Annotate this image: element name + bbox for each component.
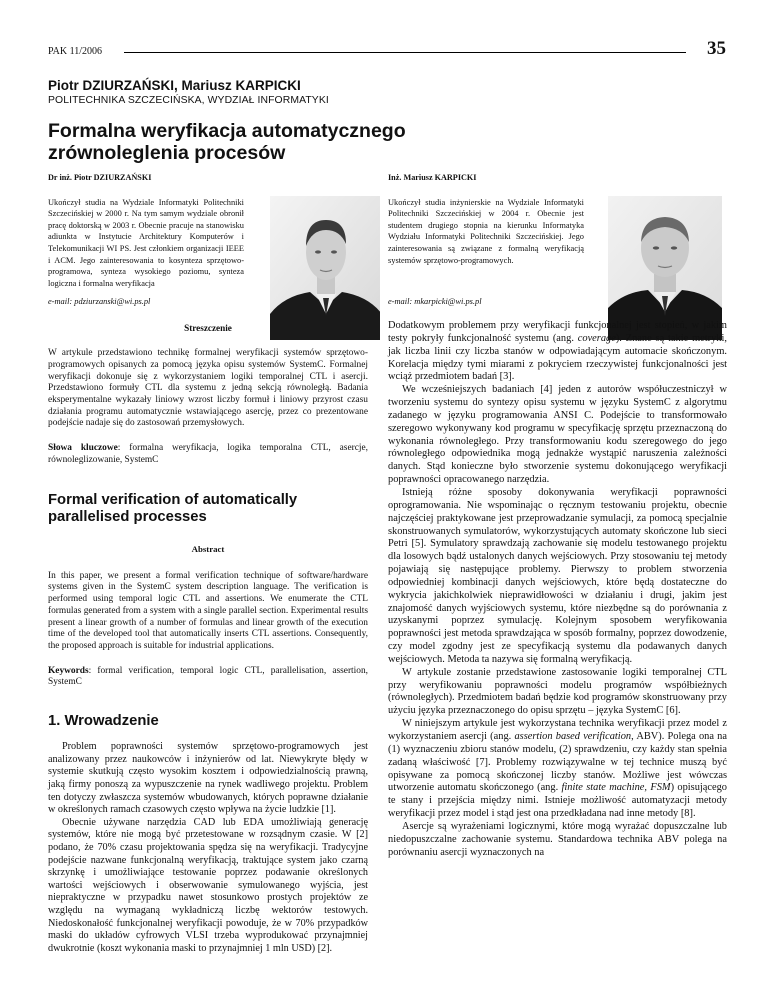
section-heading: 1. Wrowadzenie	[48, 713, 159, 730]
author-bio	[388, 172, 723, 302]
abstract-heading: Abstract	[191, 543, 225, 554]
text-run: , ABV). Polega ona na (1) wyznaczeniu zbioru stanów modelu, (2) sprawdzeniu, czy każdy stan spełnia zadaną właściwość [7]. Problemy rozwiązywalne w tej technice muszą być opisywane za pomocą skończonej liczby stanów. Możliwe jest wówczas utworzenie automatu skończonego (ang.	[388, 731, 727, 794]
author-photo	[608, 196, 722, 340]
emphasis: coverage	[577, 332, 616, 344]
email: e-mail: pdziurzanski@wi.ps.pl	[48, 297, 151, 306]
paragraph: We wcześniejszych badaniach [4] jeden z autorów współuczestniczył w tworzeniu systemu do syntezy opisu systemu w języku SystemC z algorytmu zadanego w języku programowania ANSI C. Podejście to transformowało szeregowo wykonywany kod programu w specyfikację sprzętu przeznaczoną do wykonania równoległego. Przy transformowaniu kodu szeregowego do jego równoległego odpowiednika mogą jednakże wystąpić naruszenia zależności danych. Stąd konieczne było stworzenie systemu dokonującego weryfikacji poprawności opracowanego narzędzia.	[388, 384, 727, 486]
bio-name: Dr inż. Piotr DZIURZAŃSKI	[48, 173, 152, 182]
journal-issue: PAK 11/2006	[48, 46, 102, 57]
authors: Piotr DZIURZAŃSKI, Mariusz KARPICKI	[48, 78, 301, 93]
keywords-label: Słowa kluczowe	[48, 443, 118, 454]
text-run: ). Znane są takie metryki, jak liczba linii czy liczba stanów w odpowiadającym automacie skończonym. Korelacja między tymi miarami z pokryciem rzeczywistej funkcjonalności jest wciąż przedmiotem badań [3].	[388, 332, 727, 383]
keywords-pl	[48, 443, 368, 466]
keywords-label: Keywords	[48, 665, 89, 676]
text-run: ) opisującego te stany i przejścia między nimi. Istnieje możliwość automatyzacji metody weryfikacji przez model i stąd jest ona przedkładana nad inne metody [8].	[388, 782, 727, 820]
text-run: Dodatkowym problemem przy weryfikacji funkcjonalnej jest stopień, w jakim testy pokryły funkcjonalność systemu (ang.	[388, 320, 727, 344]
keywords-text: : formal verification, temporal logic CTL, parallelisation, assertion, SystemC	[48, 665, 368, 688]
abstract-text: In this paper, we present a formal verification technique of software/hardware systems given in the SystemC system description language. The verification is performed using temporal logic CTL and assertions. We enumerate the CTL formulas generated from a system with a single parallel section. Experimental results present a linear growth of a number of formulas and linear growth of the execution time of the developed tool that automatically inserts CTL assertions. Consequently, the proposed approach is suitable for industrial applications.	[48, 570, 368, 651]
page-header	[48, 34, 726, 64]
bio-text: Ukończył studia na Wydziale Informatyki Politechniki Szczecińskiej w 2000 r. Na tym samym wydziale obronił pracę doktorską w 2003 r. Obecnie pracuje na stanowisku adiunkta w Instytucie Architektury Komputerów i Telekomunikacji WI PS. Jest członkiem organizacji IEEE i ACM. Jego zainteresowania to kosynteza sprzętowo-programowa, synteza wysokiego poziomu, synteza logiczna i formalna weryfikacja	[48, 197, 244, 288]
right-column	[388, 320, 727, 859]
keywords-text: : formalna weryfikacja, logika temporalna CTL, asercje, równoleglizowanie, SystemC	[48, 443, 368, 465]
paragraph: Asercje są wyrażeniami logicznymi, które mogą wyrażać dopuszczalne lub niedopuszczalne zachowanie systemu. Standardowa technika ABV polega na porównaniu asercji wyznaczonych na	[388, 820, 727, 858]
streszczenie-heading: Streszczenie	[184, 323, 232, 333]
author-photo	[270, 196, 380, 340]
page-number: 35	[707, 38, 726, 59]
header-rule	[124, 52, 686, 53]
paragraph	[388, 320, 727, 384]
emphasis: assertion based verification	[514, 731, 632, 742]
title-line: Formalna weryfikacja automatycznego	[48, 120, 406, 142]
bio-text: Ukończył studia inżynierskie na Wydziale Informatyki Politechniki Szczecińskiej w 2004 r. Obecnie jest studentem drugiego stopnia na kierunku Informatyka Wydziału Informatyki Politechniki Szczecińskiej. Jego zainteresowania są związane z formalną weryfikacją systemów sprzętowo-programowych.	[388, 197, 584, 265]
title-line: parallelised processes	[48, 509, 207, 526]
section-body	[48, 741, 368, 955]
paragraph: Problem poprawności systemów sprzętowo-programowych jest analizowany przez naukowców i inżynierów od lat. Niewykryte błędy w systemie skutkują często wysokim kosztem i odpowiedzialnością prawną, jaką firmy ponoszą za wypuszczenie na rynek wadliwego projektu. Problem ten dotyczy zwłaszcza systemów wbudowanych, których poprawne działanie w określonych ramach czasowych często wpływa na życie ludzkie [1].	[48, 741, 368, 816]
email: e-mail: mkarpicki@wi.ps.pl	[388, 297, 482, 306]
title-line: zrównoleglenia procesów	[48, 142, 286, 164]
paragraph: Obecnie używane narzędzia CAD lub EDA umożliwiają generację systemów, które nie mogą być przetestowane w rozsądnym czasie. W [2] podano, że 70% czasu projektowania spędza się na weryfikacji. Tradycyjne podejście nazwane funkcjonalną weryfikacją, traktujące system jako czarną skrzynkę i umożliwiające testowanie poprzez podawanie określonych wartości wejściowych i obserwowanie symulowanego wyjścia, jest niepraktyczne w przypadku nawet stosunkowo prostych projektów ze względu na wymaganą wykładniczą liczbę wektorów testowych. Niedoskonałość funkcjonalnej weryfikacji powoduje, że w 70% przypadków maski do układów cyfrowych VLSI trzeba wyprodukować przynajmniej dwukrotnie (koszt wykonania maski to przynajmniej 1 mln USD) [2].	[48, 816, 368, 954]
paragraph	[388, 718, 727, 821]
paper-title-pl	[48, 120, 406, 164]
text-run: W niniejszym artykule jest wykorzystana technika weryfikacji przez model z wykorzystaniem asercji (ang.	[388, 718, 727, 742]
paragraph: W artykule zostanie przedstawione zastosowanie logiki temporalnej CTL przy weryfikowaniu poprawności modelu programów współbieżnych (równoległych). Przedmiotem badań będzie kod programów skonstruowany przy użyciu języka przeznaczonego do opisu sprzętu – języka SystemC [6].	[388, 666, 727, 717]
paper-title-en	[48, 492, 368, 527]
bio-name: Inż. Mariusz KARPICKI	[388, 173, 477, 182]
emphasis: finite state machine, FSM	[561, 782, 671, 794]
title-line: Formal verification of automatically	[48, 491, 298, 508]
keywords-en	[48, 666, 368, 689]
author-bio	[48, 172, 383, 302]
streszczenie-text: W artykule przedstawiono technikę formalnej weryfikacji systemów sprzętowo-programowych opisanych za pomocą języka opisu systemów SystemC. Formalnej weryfikacji dokonuje się z wykorzystaniem logiki temporalnej CTL i asercji. Przedstawiono formuły CTL dla systemu z jedną sekcją równoległą. Badania eksperymentalne wykazały liniowy wzrost liczby formuł i liniowy przyrost czasu działania programu automatycznie wstawiającego asercję, przez co prezentowane podejście nadaje się do zastosowań przemysłowych.	[48, 348, 368, 429]
left-column	[48, 322, 368, 955]
affiliation: POLITECHNIKA SZCZECIŃSKA, WYDZIAŁ INFORMATYKI	[48, 95, 329, 106]
paragraph: Istnieją różne sposoby dokonywania weryfikacji poprawności oprogramowania. Nie wspominając o ręcznym testowaniu projektu, obecnie najczęściej praktykowane jest przeprowadzanie symulacji, za pomocą specjalnie skonstruowanych symulatorów, wykorzystujących automaty skończone lub sieci Petri [5]. Symulatory sprawdzają zachowanie się modelu testowanego projektu dla losowych bądź ustalonych danych wejściowych. Przy stosowaniu tej metody pojawiają się następujące problemy. Pierwszy to problem stworzenia odpowiedniej kombinacji danych wejściowych, które będą dostateczne do wykrycia jakichkolwiek nieprawidłowości w działaniu i drugi, jakim jest znajomość danych wyjściowych systemu, które niezbędne są do porównania z uzyskanymi poprzez symulację. Kolejnym sposobem weryfikowania poprawności jest metoda sprawdzająca w sposób formalny, poprzez dowodzenie, czy model zgodny jest ze specyfikacją systemu dla podawanych danych wejściowych. Metoda ta nazywa się formalną weryfikacją.	[388, 486, 727, 665]
